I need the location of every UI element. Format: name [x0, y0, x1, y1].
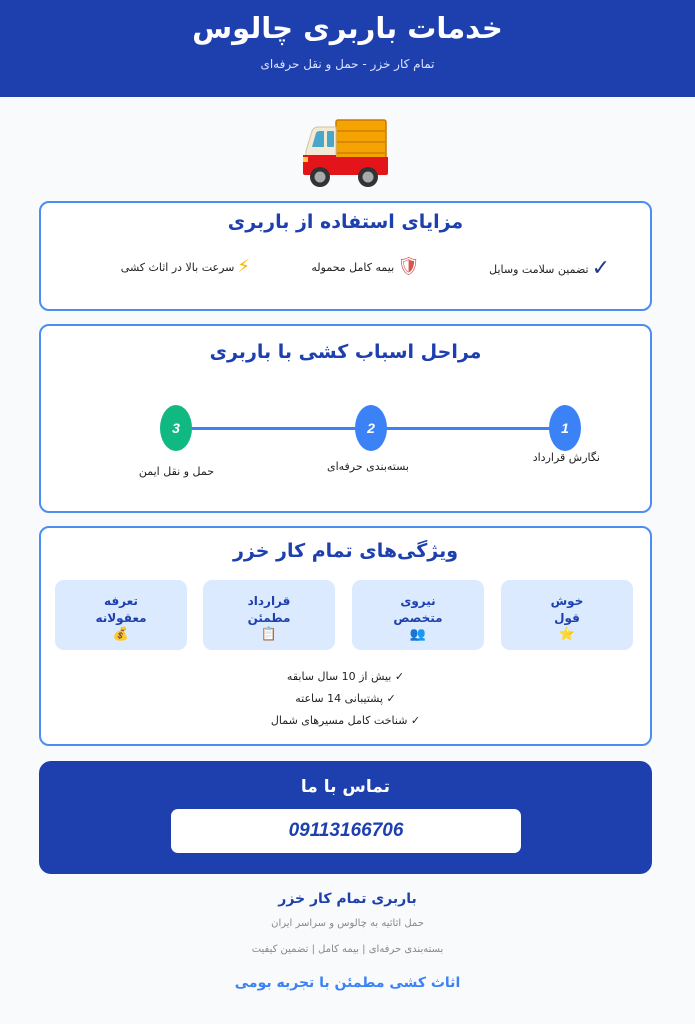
benefits-card — [39, 201, 652, 311]
footer-line1: حمل اثاثیه به چالوس و سراسر ایران — [271, 918, 424, 929]
benefit-label: تضمین سلامت وسایل — [489, 262, 589, 276]
benefit-label: بیمه کامل محموله — [311, 260, 395, 274]
page-header — [0, 0, 695, 97]
page-subtitle: تمام کار خزر - حمل و نقل حرفه‌ای — [260, 57, 435, 71]
feature-line1: خوش — [550, 594, 584, 608]
footer-tagline: اثاث کشی مطمئن با تجربه بومی — [234, 975, 461, 991]
step-3-label: حمل و نقل ایمن — [138, 465, 214, 478]
phone-number-link[interactable]: 09113166706 — [171, 809, 521, 853]
footer-line2: بسته‌بندی حرفه‌ای | بیمه کامل | تضمین کیفیت — [251, 944, 444, 955]
money-bag-icon: 💰 — [112, 627, 130, 642]
feature-box — [55, 580, 187, 650]
check-item: ✓ پشتیبانی 14 ساعته — [295, 692, 396, 705]
feature-line1: تعرفه — [104, 594, 138, 608]
benefit-label: سرعت بالا در اثاث کشی — [120, 260, 235, 274]
feature-box — [203, 580, 335, 650]
feature-line2: مطمئن — [247, 611, 291, 625]
truck-icon — [300, 117, 392, 189]
feature-box — [352, 580, 484, 650]
page-title: خدمات باربری چالوس — [192, 11, 503, 45]
footer-title: باربری تمام کار خزر — [278, 891, 417, 907]
contact-section — [39, 761, 652, 874]
steps-card — [39, 324, 652, 513]
shield-icon: 🛡 — [397, 256, 420, 277]
feature-line2: معقولانه — [95, 611, 147, 625]
features-card — [39, 526, 652, 746]
step-2-label: بسته‌بندی حرفه‌ای — [326, 460, 409, 473]
feature-line1: قرارداد — [247, 594, 291, 608]
step-1-label: نگارش قرارداد — [532, 451, 600, 464]
benefit-item — [121, 257, 250, 277]
feature-line1: نیروی — [400, 594, 436, 608]
contact-title: تماس با ما — [300, 777, 391, 797]
benefits-title: مزایای استفاده از باربری — [227, 211, 464, 233]
page-footer — [0, 888, 695, 994]
feature-line2: قول — [554, 611, 580, 625]
feature-box — [501, 580, 633, 650]
step-3-circle: 3 — [160, 405, 192, 451]
star-icon: ⭐ — [558, 627, 576, 642]
lightning-icon: ⚡ — [237, 256, 250, 277]
features-title: ویژگی‌های تمام کار خزر — [232, 540, 459, 562]
clipboard-icon: 📋 — [260, 627, 278, 642]
steps-title: مراحل اسباب کشی با باربری — [209, 341, 482, 363]
step-1-circle: 1 — [549, 405, 581, 451]
check-item: ✓ شناخت کامل مسیرهای شمال — [270, 714, 421, 727]
check-icon: ✓ — [591, 256, 610, 281]
check-item: ✓ بیش از 10 سال سابقه — [286, 670, 405, 683]
benefit-item — [311, 257, 420, 277]
features-checklist — [41, 666, 650, 732]
people-icon: 👥 — [409, 627, 427, 642]
feature-line2: متخصص — [393, 611, 443, 625]
step-2-circle: 2 — [355, 405, 387, 451]
benefit-item — [489, 256, 610, 281]
